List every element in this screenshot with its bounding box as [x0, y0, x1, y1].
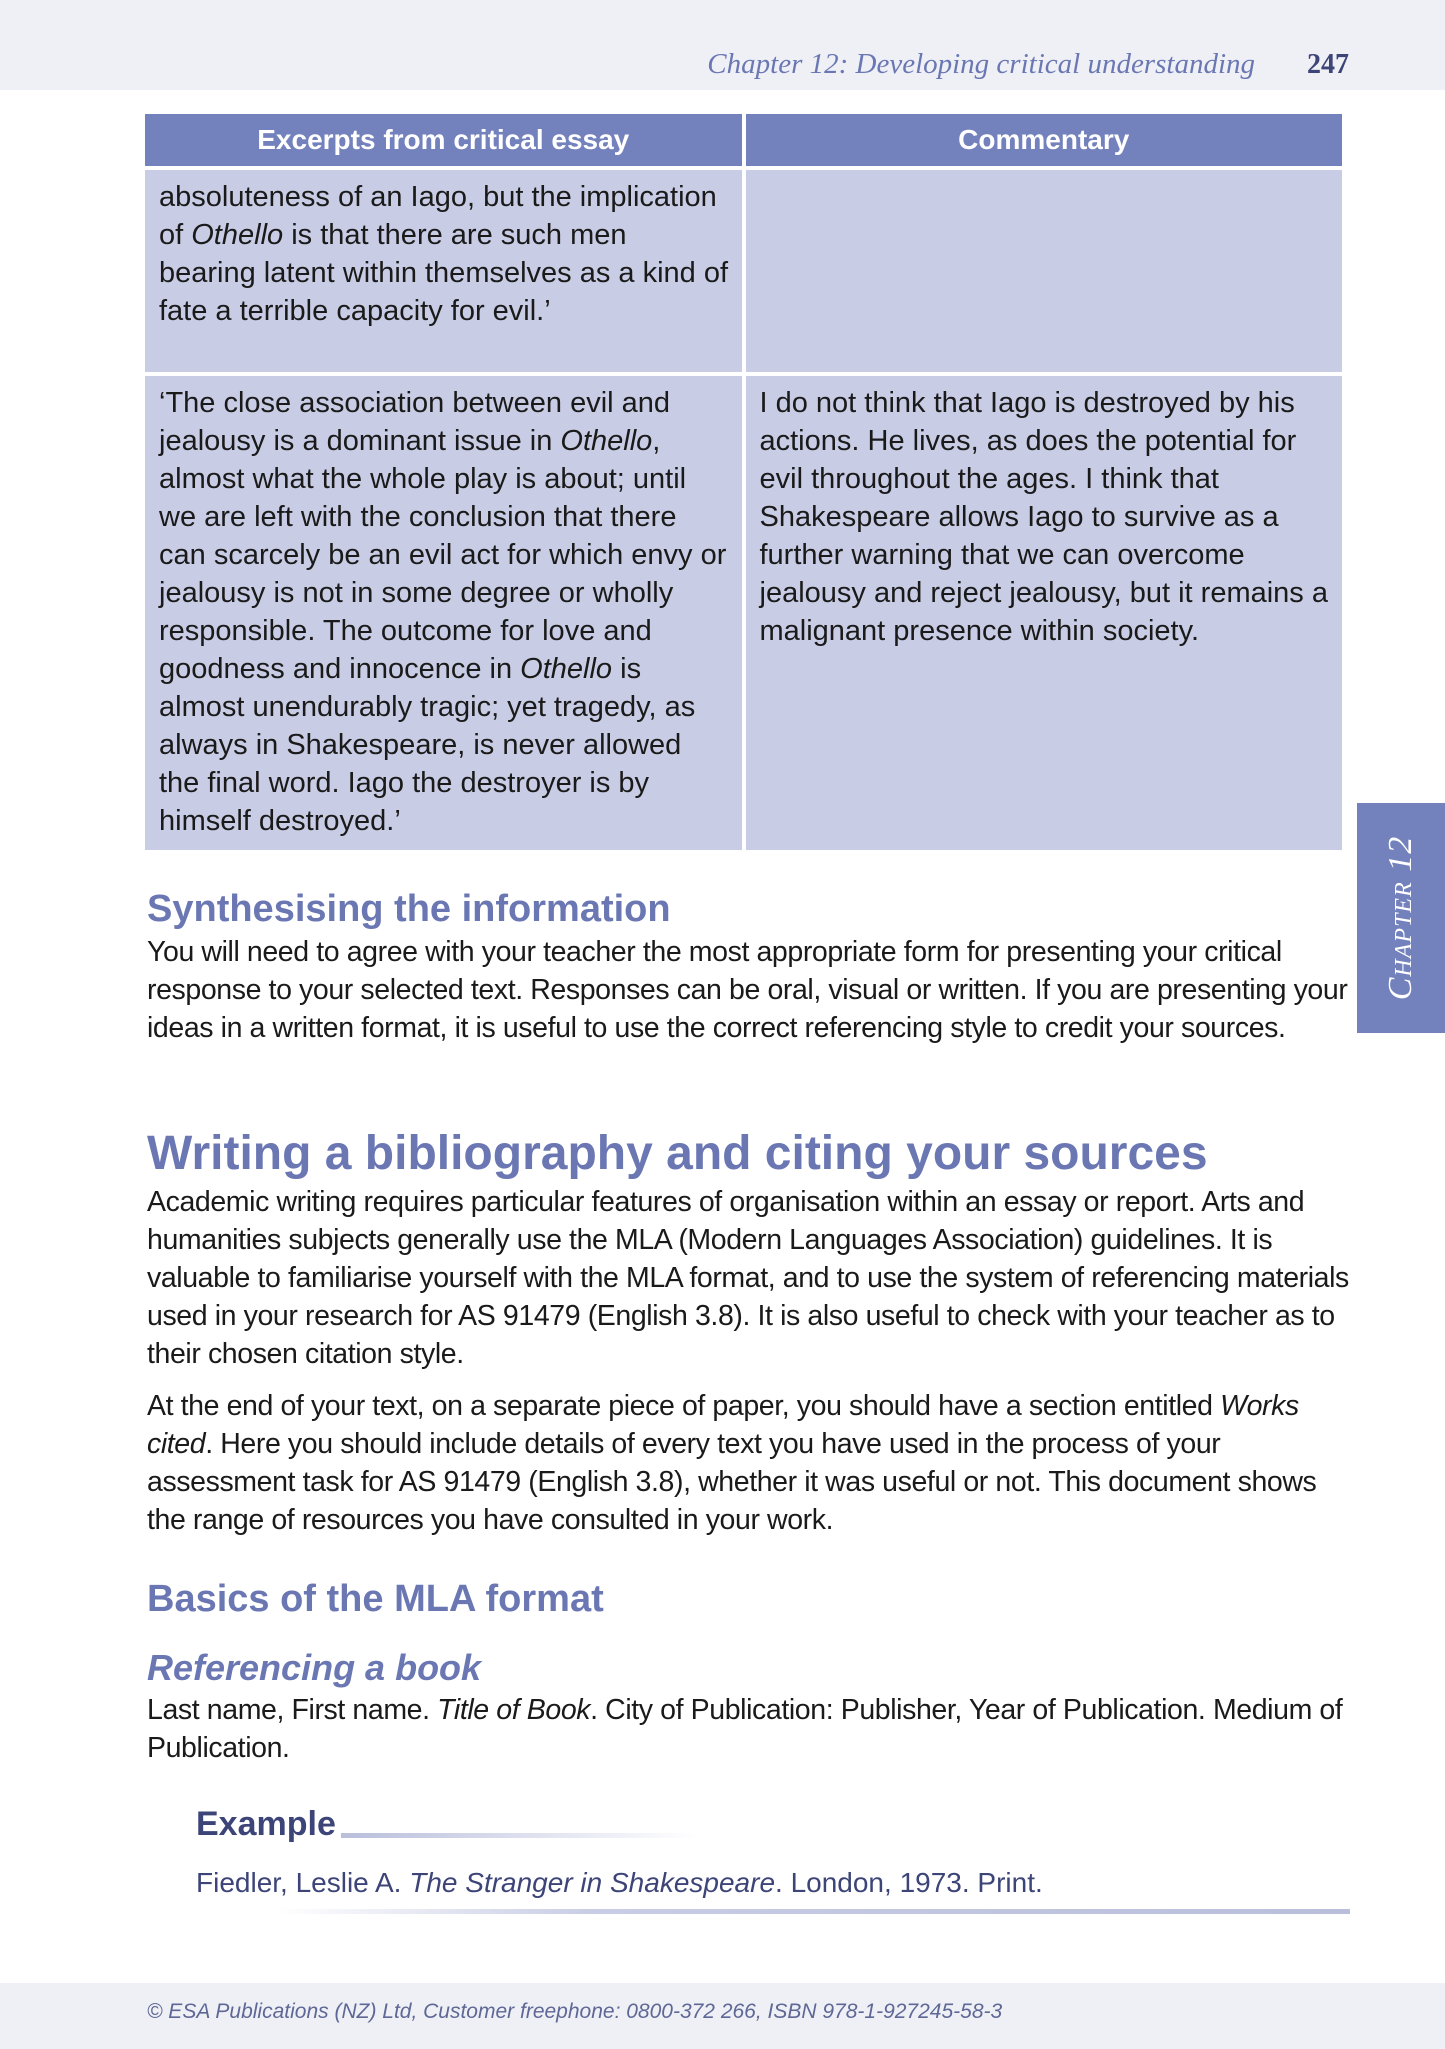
table-row: [145, 376, 1342, 850]
example-box: [196, 1805, 1350, 1915]
bibliography-section: [147, 1126, 1357, 1539]
example-label: Example: [196, 1805, 336, 1843]
paragraph-text: At the end of your text, on a separate piece of paper, you should have a section entitled: [147, 1390, 1221, 1422]
column-header-commentary: Commentary: [746, 114, 1343, 166]
example-bottom-rule: [276, 1909, 1350, 1914]
works-cited-term: Works cited: [147, 1390, 1299, 1460]
excerpt-fragment: is that there are such men bearing latent within themselves as a kind of fate a terrible capacity for evil.’: [159, 219, 729, 327]
column-header-excerpts: Excerpts from critical essay: [145, 114, 742, 166]
bibliography-paragraph-1: Academic writing requires particular features of organisation within an essay or report. Arts and humanities subjects generally use the MLA (Modern Languages Association) guidelines. It is valuable to familiarise yourself with the MLA format, and to use the system of referencing materials used in your research for AS 91479 (English 3.8). It is also useful to check with your teacher as to their chosen citation style.: [147, 1186, 1349, 1370]
play-title: Othello: [560, 425, 653, 457]
page-number: 247: [1307, 49, 1349, 80]
excerpt-text: [159, 181, 728, 327]
excerpt-fragment: , almost what the whole play is about; until we are left with the conclusion that there can scarcely be an evil act for which envy or jealousy is not in some degree or wholly responsible. The outcome for love and goodness and innocence in: [159, 425, 727, 685]
synthesising-heading: Synthesising the information: [147, 888, 671, 930]
excerpt-fragment: is almost unendurably tragic; yet tragedy, as always in Shakespeare, is never allowed the final word. Iago the destroyer is by himself destroyed.’: [159, 653, 696, 837]
essay-commentary-table: [141, 110, 1346, 854]
mla-section: [147, 1578, 1357, 1767]
excerpt-text: [159, 387, 726, 837]
example-citation: [196, 1867, 1043, 1899]
play-title: Othello: [520, 653, 613, 685]
format-text: . City of Publication: Publisher, Year of Publication. Medium of Publication.: [147, 1694, 1343, 1764]
excerpt-cell: [145, 170, 742, 372]
running-title: Chapter 12: Developing critical understanding: [707, 48, 1255, 80]
table-row: [145, 170, 1342, 372]
synthesising-section: [147, 888, 1357, 1047]
chapter-tab: [1357, 803, 1445, 1033]
table-header-row: [145, 114, 1342, 166]
bibliography-paragraph-2: [147, 1387, 1357, 1539]
book-format-line: [147, 1691, 1357, 1767]
footer-copyright: © ESA Publications (NZ) Ltd, Customer freephone: 0800-372 266, ISBN 978-1-927245-58-3: [147, 2000, 1003, 2023]
format-text: Last name, First name.: [147, 1694, 438, 1726]
commentary-cell: [746, 170, 1343, 372]
excerpt-fragment: absoluteness of an Iago, but the implication of: [159, 181, 717, 251]
example-rule: [341, 1833, 696, 1838]
excerpt-fragment: ‘The close association between evil and jealousy is a dominant issue in: [159, 387, 671, 457]
citation-text: . London, 1973. Print.: [775, 1867, 1043, 1898]
referencing-book-heading: Referencing a book: [147, 1647, 482, 1688]
paragraph-text: . Here you should include details of every text you have used in the process of your assessment task for AS 91479 (English 3.8), whether it was useful or not. This document shows the range of resources you have consulted in your work.: [147, 1428, 1317, 1536]
synthesising-paragraph: You will need to agree with your teacher the most appropriate form for presenting your critical response to your selected text. Responses can be oral, visual or written. If you are presenting your ideas in a written format, it is useful to use the correct referencing style to credit your sources.: [147, 936, 1348, 1044]
format-title: Title of Book: [437, 1694, 591, 1726]
citation-text: Fiedler, Leslie A.: [196, 1867, 410, 1898]
citation-title: The Stranger in Shakespeare: [409, 1867, 776, 1898]
mla-heading: Basics of the MLA format: [147, 1578, 604, 1620]
excerpt-cell: [145, 376, 742, 850]
running-head: [707, 48, 1349, 81]
play-title: Othello: [191, 219, 284, 251]
chapter-tab-label: Chapter 12: [1382, 835, 1419, 1001]
commentary-cell: I do not think that Iago is destroyed by his actions. He lives, as does the potential for evil throughout the ages. I think that Shakespeare allows Iago to survive as a further warning that we can overcome jealousy and reject jealousy, but it remains a malignant presence within society.: [746, 376, 1343, 850]
bibliography-heading: Writing a bibliography and citing your sources: [147, 1127, 1208, 1180]
